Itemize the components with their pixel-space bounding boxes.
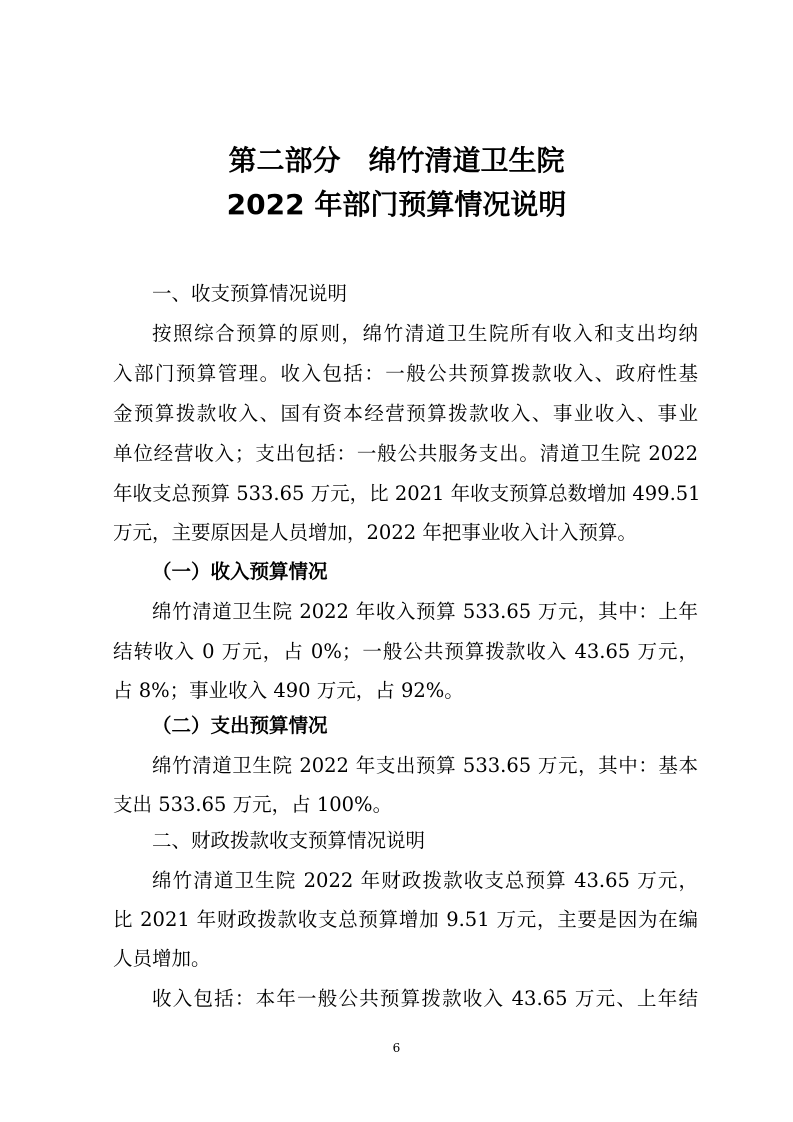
body-line: 金预算拨款收入、国有资本经营预算拨款收入、事业收入、事业	[113, 402, 698, 425]
body-line: 支出 533.65 万元，占 100%。	[113, 793, 393, 816]
body-line: 收入包括：本年一般公共预算拨款收入 43.65 万元、上年结	[152, 987, 698, 1010]
body-line: 绵竹清道卫生院 2022 年财政拨款收支总预算 43.65 万元，	[152, 869, 698, 892]
subsection-expense-heading: （二）支出预算情况	[152, 714, 328, 737]
page-title-line-1: 第二部分 绵竹清道卫生院	[228, 144, 565, 177]
section-2-heading: 二、财政拨款收支预算情况说明	[152, 829, 426, 852]
body-line: 结转收入 0 万元，占 0%；一般公共预算拨款收入 43.65 万元，	[113, 640, 698, 663]
body-line: 绵竹清道卫生院 2022 年收入预算 533.65 万元，其中：上年	[152, 600, 698, 623]
body-line: 按照综合预算的原则，绵竹清道卫生院所有收入和支出均纳	[152, 322, 698, 345]
body-line: 入部门预算管理。收入包括：一般公共预算拨款收入、政府性基	[113, 362, 698, 385]
body-line: 占 8%；事业收入 490 万元，占 92%。	[113, 679, 464, 702]
body-line: 人员增加。	[113, 947, 211, 970]
section-1-heading: 一、收支预算情况说明	[152, 282, 348, 305]
page-number: 6	[392, 1041, 401, 1055]
body-line: 万元，主要原因是人员增加，2022 年把事业收入计入预算。	[113, 521, 637, 544]
body-line: 比 2021 年财政拨款收支总预算增加 9.51 万元，主要是因为在编	[113, 908, 698, 931]
body-line: 单位经营收入；支出包括：一般公共服务支出。清道卫生院 2022	[113, 442, 698, 465]
body-line: 绵竹清道卫生院 2022 年支出预算 533.65 万元，其中：基本	[152, 754, 698, 777]
page-title-line-2: 2022 年部门预算情况说明	[226, 188, 567, 221]
body-line: 年收支总预算 533.65 万元，比 2021 年收支预算总数增加 499.51	[113, 482, 701, 505]
subsection-income-heading: （一）收入预算情况	[152, 560, 328, 583]
